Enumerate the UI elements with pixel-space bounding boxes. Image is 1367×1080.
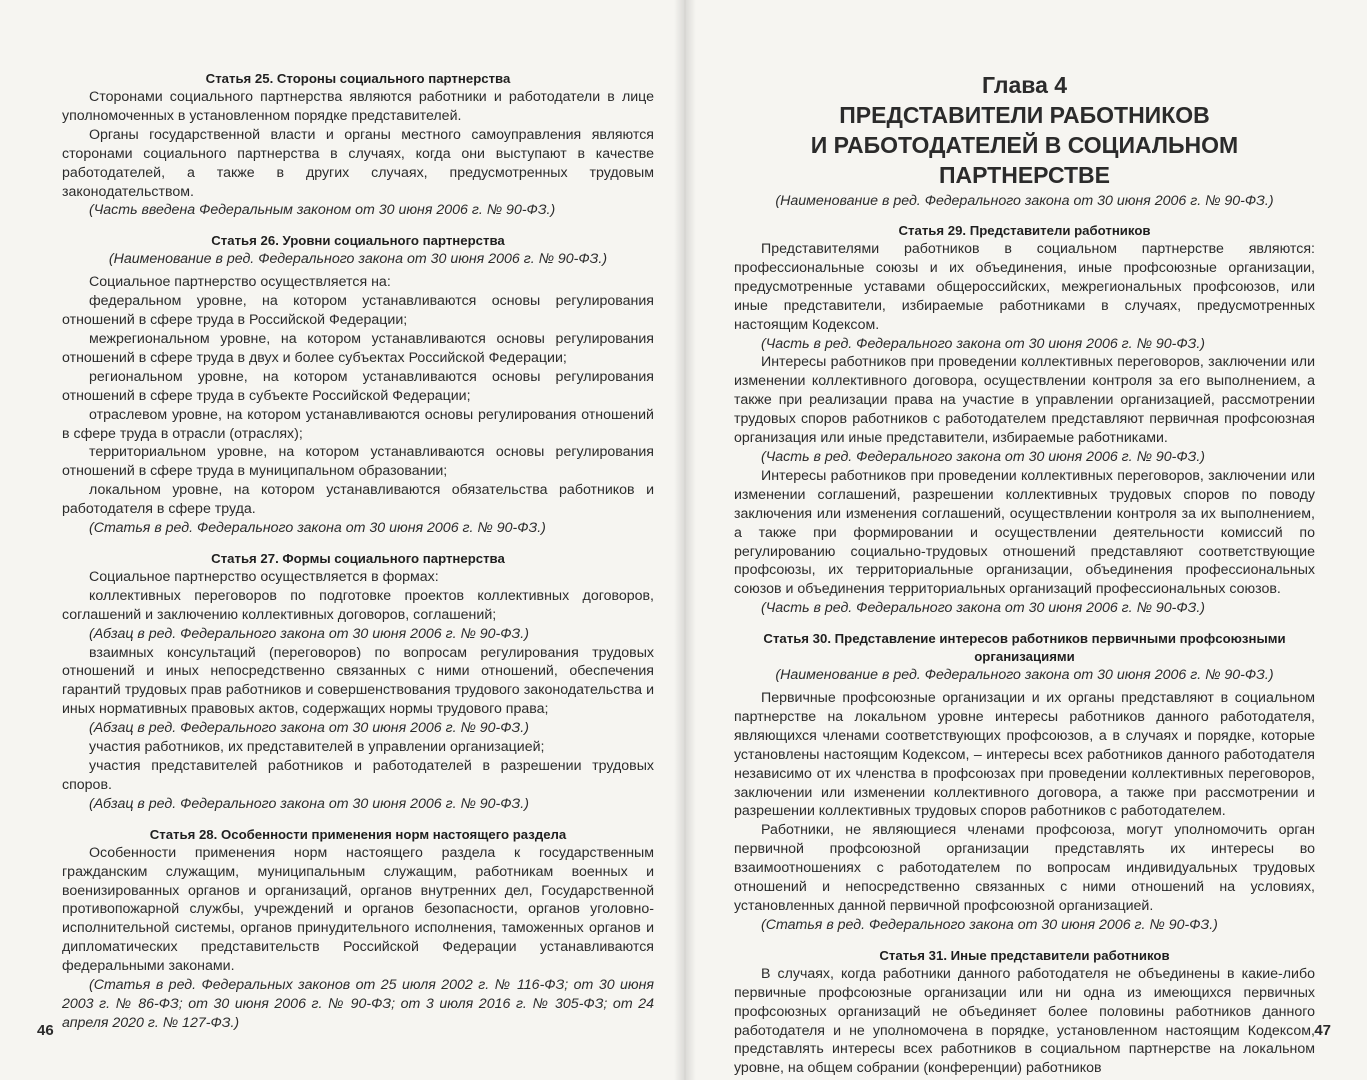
article-29-note-1: (Часть в ред. Федерального закона от 30 июня 2006 г. № 90-ФЗ.) [761,335,1206,352]
article-27-note-1: (Абзац в ред. Федерального закона от 30 июня 2006 г. № 90-ФЗ.) [89,625,529,642]
article-29-heading: Статья 29. Представители работников [898,223,1151,238]
article-27-note-2: (Абзац в ред. Федерального закона от 30 июня 2006 г. № 90-ФЗ.) [89,720,529,737]
page-number-right: 47 [1314,1022,1331,1039]
article-27-form-4: участия представителей работников и работодателей в разрешении трудовых споров. [62,758,654,793]
article-25-note: (Часть введена Федеральным законом от 30 июня 2006 г. № 90-ФЗ.) [89,202,556,219]
chapter-title-line-1: ПРЕДСТАВИТЕЛИ РАБОТНИКОВ [839,102,1210,128]
chapter-note: (Наименование в ред. Федерального закона от 30 июня 2006 г. № 90-ФЗ.) [775,193,1274,209]
chapter-title-line-3: ПАРТНЕРСТВЕ [939,162,1110,188]
article-30-note: (Статья в ред. Федерального закона от 30 июня 2006 г. № 90-ФЗ.) [761,916,1218,933]
article-29-paragraph-1: Представителями работников в социальном партнерстве являются: профессиональные союзы и их объединения, иные профсоюзные организации, предусмотренные уставами общероссийских, межрегиональных профсоюзов, или иные представители, избираемые работниками в случаях, предусмотренных настоящим Кодексом. [734,241,1315,333]
article-26-level-regional: региональном уровне, на котором устанавливаются основы регулирования отношений в сфере труда в субъекте Российской Федерации; [62,368,654,404]
page-number-left: 46 [37,1022,54,1039]
article-31-heading: Статья 31. Иные представители работников [879,947,1170,963]
article-29-note-2: (Часть в ред. Федерального закона от 30 июня 2006 г. № 90-ФЗ.) [761,448,1206,465]
article-27-intro: Социальное партнерство осуществляется в формах: [89,568,439,585]
article-28-paragraph-1: Особенности применения норм настоящего раздела к государственным гражданским служащим, муниципальным служащим, работникам военных и военизированных органов и организаций, органов внутренних дел, Государственной противопожарной службы, учреждений и органов безопасности, органов уголовно-исполнительной системы, органов принудительного исполнения, таможенных органов и дипломатических представительств Российской Федерации устанавливаются федеральными законами. [62,844,654,975]
article-26-intro: Социальное партнерство осуществляется на: [89,274,391,291]
article-26-subnote: (Наименование в ред. Федерального закона от 30 июня 2006 г. № 90-ФЗ.) [108,251,608,268]
article-31-paragraph-1: В случаях, когда работники данного работодателя не объединены в какие-либо первичные профсоюзные организации или ни одна из имеющихся первичных профсоюзных организаций не объединяет более половины работников данного работодателя и не уполномочена в порядке, установленном настоящим Кодексом, представлять интересы всех работников в социальном партнерстве на локальном уровне, на общем собрании (конференции) работников [734,965,1315,1077]
article-29-note-3: (Часть в ред. Федерального закона от 30 июня 2006 г. № 90-ФЗ.) [761,600,1206,617]
article-26-note: (Статья в ред. Федерального закона от 30 июня 2006 г. № 90-ФЗ.) [89,520,546,537]
article-27-form-3: участия работников, их представителей в управлении организацией; [89,739,545,756]
article-25-paragraph-1: Сторонами социального партнерства являются работники и работодатели в лице уполномоченных в установленном порядке представителей. [62,89,654,124]
article-25-paragraph-2: Органы государственной власти и органы местного самоуправления являются сторонами социального партнерства в случаях, когда они выступают в качестве работодателей, а также в других случаях, предусмотренных трудовым законодательством. [62,126,654,200]
article-25-heading: Статья 25. Стороны социального партнерства [205,71,511,86]
article-27-heading: Статья 27. Формы социального партнерства [211,550,505,566]
article-26-heading: Статья 26. Уровни социального партнерства [211,233,505,249]
article-28-heading: Статья 28. Особенности применения норм настоящего раздела [149,826,567,842]
chapter-number: Глава 4 [981,72,1068,98]
article-30-paragraph-1: Первичные профсоюзные организации и их органы представляют в социальном партнерстве на локальном уровне интересы работников данного работодателя, являющихся членами соответствующих профсоюзов, а в случаях и порядке, которые установлены настоящим Кодексом, – интересы всех работников данного работодателя независимо от их членства в профсоюзах при проведении коллективных переговоров, заключении или изменении коллективного договора, а также при рассмотрении и разрешении коллективных трудовых споров работников с работодателем. [734,690,1315,820]
article-30-heading-line-1: Статья 30. Представление интересов работников первичными профсоюзными [763,631,1286,647]
article-27-form-2: взаимных консультаций (переговоров) по вопросам регулирования трудовых отношений и иных непосредственно связанных с ними отношений, обеспечения гарантий трудовых прав работников и совершенствования трудового законодательства и иных нормативных правовых актов, содержащих нормы трудового права; [62,644,654,718]
article-26-level-sectoral: отраслевом уровне, на котором устанавливаются основы регулирования отношений в сфере труда в отрасли (отраслях); [62,406,654,442]
chapter-title-line-2: И РАБОТОДАТЕЛЕЙ В СОЦИАЛЬНОМ [810,132,1239,158]
article-30-paragraph-2: Работники, не являющиеся членами профсоюза, могут уполномочить орган первичной профсоюзной организации представлять их интересы во взаимоотношениях с работодателем по вопросам индивидуальных трудовых отношений и непосредственно связанных с ними отношений на условиях, установленных данной первичной профсоюзной организацией. [734,822,1315,914]
article-30-subnote: (Наименование в ред. Федерального закона от 30 июня 2006 г. № 90-ФЗ.) [775,667,1274,684]
article-26-level-territorial: территориальном уровне, на котором устанавливаются основы регулирования отношений в сфере труда в муниципальном образовании; [62,444,654,480]
article-26-level-local: локальном уровне, на котором устанавливаются обязательства работников и работодателя в сфере труда. [62,482,654,518]
article-27-note-3: (Абзац в ред. Федерального закона от 30 июня 2006 г. № 90-ФЗ.) [89,795,529,812]
right-page [684,0,1367,1080]
article-29-paragraph-2: Интересы работников при проведении коллективных переговоров, заключении или изменении коллективного договора, осуществлении контроля за его выполнением, а также при реализации права на участие в управлении организацией, рассмотрении трудовых споров работников с работодателем представляют первичная профсоюзная организация или иные представители, избираемые работниками. [734,354,1315,447]
article-30-heading-line-2: организациями [974,649,1075,665]
article-28-note: (Статья в ред. Федеральных законов от 25 июля 2002 г. № 116-ФЗ; от 30 июня 2003 г. № 86-ФЗ; от 30 июня 2006 г. № 90-ФЗ; от 3 июля 2016 г. № 305-ФЗ; от 24 апреля 2020 г. № 127-ФЗ.) [62,977,654,1031]
article-26-level-federal: федеральном уровне, на котором устанавливаются основы регулирования отношений в сфере труда в Российской Федерации; [62,293,654,329]
article-29-paragraph-3: Интересы работников при проведении коллективных переговоров, заключении или изменении соглашений, разрешении коллективных трудовых споров по поводу заключения или изменения соглашений, осуществлении контроля за их выполнением, а также при формировании и осуществлении деятельности комиссий по регулированию социально-трудовых отношений представляют соответствующие профсоюзы, их территориальные организации, объединения профессиональных союзов и объединения территориальных организаций профессиональных союзов. [734,467,1315,598]
article-27-form-1: коллективных переговоров по подготовке проектов коллективных договоров, соглашений и заключению коллективных договоров, соглашений; [62,587,654,623]
article-26-level-interregional: межрегиональном уровне, на котором устанавливаются основы регулирования отношений в сфере труда в двух и более субъектах Российской Федерации; [62,330,654,366]
